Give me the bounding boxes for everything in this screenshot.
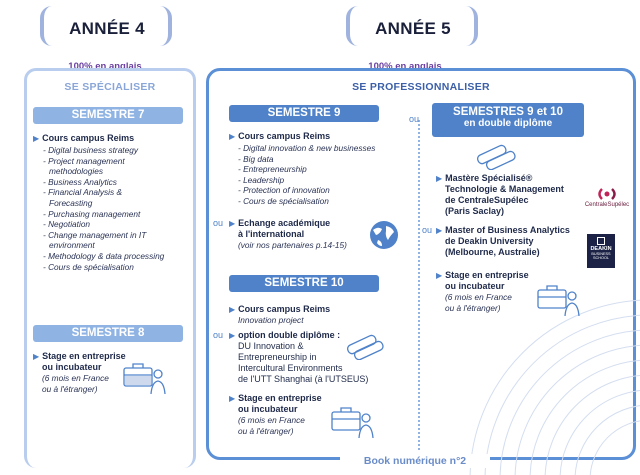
s9-or-label: ou	[213, 218, 224, 228]
s7-item: - Project management	[43, 155, 125, 166]
s7-head-text: Cours campus Reims	[42, 133, 135, 143]
s7-item: - Methodology & data processing	[43, 250, 165, 261]
s9-course-heading	[229, 131, 414, 142]
s9-item: - Digital innovation & new businesses	[238, 143, 376, 153]
arrow-icon: ▶	[229, 305, 236, 314]
s10-stage2: ou incubateur	[238, 404, 298, 414]
year4-english-label: 100% en anglais	[68, 61, 142, 72]
semestre-9-header: SEMESTRE 9	[229, 105, 379, 122]
deakin-logo-text3: SCHOOL	[592, 256, 610, 260]
centrale-logo-text: CentraleSupélec	[584, 202, 630, 208]
briefcase-person-icon	[536, 282, 584, 318]
s9-exchange1: Echange académique	[238, 218, 331, 228]
s8-line2: ou incubateur	[42, 362, 102, 372]
s10-or-label: ou	[213, 330, 224, 340]
year5-title: ANNÉE 5	[375, 19, 451, 38]
s7-item: - Change management in IT	[43, 229, 147, 240]
s9-exchange-note: (voir nos partenaires p.14-15)	[238, 240, 347, 250]
deakin-logo-mark	[597, 237, 605, 245]
s910-or: ou	[422, 225, 433, 235]
s10-dd4: Intercultural Environments	[238, 363, 343, 373]
arrow-icon: ▶	[436, 174, 443, 183]
s10-note2: ou à l'étranger)	[238, 425, 294, 436]
year5-band: SE PROFESSIONNALISER	[352, 81, 490, 93]
s10-dd2: DU Innovation &	[238, 341, 304, 351]
briefcase-person-icon	[330, 404, 378, 440]
centrale-logo-mark	[596, 186, 618, 202]
s910-stage	[436, 270, 546, 313]
s7-course-heading	[33, 133, 193, 144]
column-divider	[418, 120, 420, 450]
year5-english-label: 100% en anglais	[368, 61, 442, 72]
s910-m2c: (Melbourne, Australie)	[445, 247, 540, 257]
arrow-icon: ▶	[436, 226, 443, 235]
s910-or-top: ou	[409, 114, 420, 124]
semestre-10-header: SEMESTRE 10	[229, 275, 379, 292]
briefcase-person-icon	[122, 360, 170, 396]
semestre-7-header: SEMESTRE 7	[33, 107, 183, 124]
s10-head: Cours campus Reims	[238, 304, 331, 314]
s7-item: - Financial Analysis &	[43, 187, 123, 198]
s10-note1: (6 mois en France	[238, 415, 305, 425]
s9-head-text: Cours campus Reims	[238, 131, 331, 141]
diploma-icon	[344, 330, 388, 360]
s10-course	[229, 304, 414, 326]
globe-icon	[364, 218, 404, 252]
semestre-8-header: SEMESTRE 8	[33, 325, 183, 342]
s910-m1a: Mastère Spécialisé®	[445, 173, 533, 183]
s10-head-note: Innovation project	[238, 315, 304, 325]
s10-dd3: Entrepreneurship in	[238, 352, 317, 362]
arrow-icon: ▶	[229, 394, 236, 403]
s9-item: - Entrepreneurship	[238, 164, 307, 175]
arrow-icon: ▶	[33, 134, 40, 143]
semestres-9-10-header	[432, 103, 584, 137]
bracket-right-year4	[160, 6, 172, 46]
s9-item: - Cours de spécialisation	[238, 195, 329, 206]
year4-title: ANNÉE 4	[69, 19, 145, 38]
s10-stage1: Stage en entreprise	[238, 393, 322, 403]
footer-text: Book numérique n°2	[363, 455, 467, 467]
centrale-supelec-logo	[580, 186, 634, 208]
bracket-left-year4	[40, 6, 52, 46]
s8-stage	[33, 351, 133, 394]
s7-item: - Cours de spécialisation	[43, 261, 134, 272]
s10-dd1: option double diplôme :	[238, 330, 341, 340]
s7-course-list	[43, 145, 193, 272]
deakin-logo-text1: DEAKIN	[590, 246, 612, 252]
s9-exchange2: à l'international	[238, 229, 305, 239]
s910-title2: en double diplôme	[463, 118, 553, 129]
s8-line1: Stage en entreprise	[42, 351, 126, 361]
s910-master-centrale	[436, 173, 576, 217]
s910-title1: SEMESTRES 9 et 10	[453, 106, 563, 118]
s910-note2: ou à l'étranger)	[445, 302, 501, 313]
arrow-icon: ▶	[229, 132, 236, 141]
s7-item: methodologies	[49, 166, 103, 177]
diploma-icon	[474, 140, 524, 170]
s910-m2a: Master of Business Analytics	[445, 225, 570, 235]
deakin-logo	[587, 234, 615, 268]
s8-note1: (6 mois en France	[42, 373, 109, 383]
s7-item: - Purchasing management	[43, 208, 141, 219]
s910-m2b: de Deakin University	[445, 236, 534, 246]
s9-item: - Protection of innovation	[238, 185, 330, 196]
s910-m1d: (Paris Saclay)	[445, 206, 505, 216]
s9-item: - Big data	[238, 153, 274, 164]
s910-stage2: ou incubateur	[445, 281, 505, 291]
year4-band: SE SPÉCIALISER	[64, 81, 156, 93]
arrow-icon: ▶	[229, 219, 236, 228]
s910-note1: (6 mois en France	[445, 292, 512, 302]
arrow-icon: ▶	[33, 352, 40, 361]
bracket-left-year5	[346, 6, 358, 46]
s8-note2: ou à l'étranger)	[42, 383, 98, 394]
arrow-icon: ▶	[436, 271, 443, 280]
s7-item: - Negotiation	[43, 219, 91, 230]
arrow-icon: ▶	[229, 331, 236, 340]
s9-course-list	[238, 143, 418, 207]
s910-stage1: Stage en entreprise	[445, 270, 529, 280]
s10-dd5: de l'UTT Shanghai (à l'UTSEUS)	[238, 374, 369, 384]
s7-item: Forecasting	[49, 197, 93, 208]
s7-item: environment	[49, 240, 95, 251]
s9-exchange	[229, 218, 379, 251]
s9-item: - Leadership	[238, 174, 285, 185]
s910-m1c: de CentraleSupélec	[445, 195, 529, 205]
s7-item: - Digital business strategy	[43, 145, 138, 155]
bracket-right-year5	[466, 6, 478, 46]
s910-m1b: Technologie & Management	[445, 184, 564, 194]
s910-master-deakin	[436, 225, 576, 258]
deakin-logo-text2: BUSINESS	[591, 252, 611, 256]
s7-item: - Business Analytics	[43, 176, 117, 187]
